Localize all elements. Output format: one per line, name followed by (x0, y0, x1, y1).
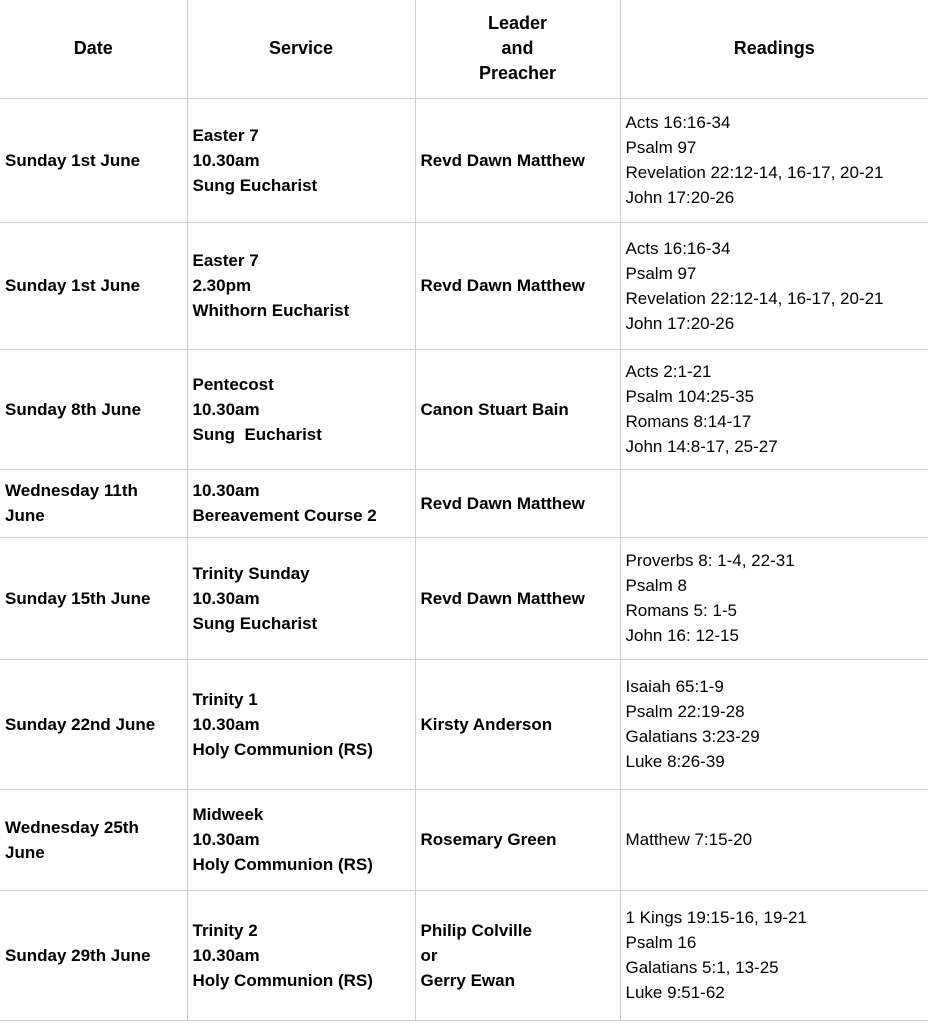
header-leader-line: Preacher (478, 63, 557, 84)
leader-cell (415, 349, 620, 469)
header-readings: Readings (620, 0, 928, 98)
table-row (0, 537, 928, 659)
readings-cell (620, 98, 928, 222)
reading-line: Isaiah 65:1-9 (625, 677, 724, 696)
leader-cell (415, 98, 620, 222)
leader-cell (415, 469, 620, 537)
service-line: Sung Eucharist (192, 424, 322, 444)
reading-line: Galatians 5:1, 13-25 (625, 958, 779, 977)
reading-line: Romans 8:14-17 (625, 412, 752, 431)
reading-line: Revelation 22:12-14, 16-17, 20-21 (625, 288, 884, 308)
reading-line: Psalm 8 (625, 576, 687, 595)
leader-line: Kirsty Anderson (420, 714, 553, 734)
leader-cell (415, 890, 620, 1020)
date-cell: Sunday 8th June (0, 349, 187, 469)
leader-cell (415, 537, 620, 659)
leader-cell (415, 659, 620, 789)
service-line: Sung Eucharist (192, 175, 318, 195)
service-line: Easter 7 (192, 125, 259, 145)
service-cell (187, 222, 415, 349)
date-cell: Sunday 22nd June (0, 659, 187, 789)
date-cell: Sunday 29th June (0, 890, 187, 1020)
service-line: Bereavement Course 2 (192, 506, 377, 525)
date-cell (0, 469, 187, 537)
date-cell (0, 789, 187, 890)
leader-line: Revd Dawn Matthew (420, 588, 585, 608)
reading-line: 1 Kings 19:15-16, 19-21 (625, 908, 807, 927)
service-line: 10.30am (192, 714, 260, 734)
header-date: Date (0, 0, 187, 98)
reading-line: Galatians 3:23-29 (625, 727, 760, 746)
reading-line: John 14:8-17, 25-27 (625, 437, 778, 456)
header-leader-line: and (501, 38, 534, 59)
service-cell (187, 469, 415, 537)
service-cell (187, 890, 415, 1020)
leader-line: Revd Dawn Matthew (420, 276, 585, 295)
table-row (0, 469, 928, 537)
table-row (0, 349, 928, 469)
reading-line: Psalm 97 (625, 263, 697, 283)
service-cell (187, 537, 415, 659)
service-cell (187, 659, 415, 789)
reading-line: Psalm 16 (625, 933, 697, 952)
table-row (0, 789, 928, 890)
service-line: 10.30am (192, 945, 260, 965)
date-cell: Sunday 1st June (0, 98, 187, 222)
reading-line: Acts 2:1-21 (625, 362, 712, 381)
service-line: 10.30am (192, 481, 260, 500)
service-line: Holy Communion (RS) (192, 855, 373, 874)
leader-cell (415, 789, 620, 890)
reading-line: Luke 9:51-62 (625, 983, 725, 1002)
service-line: Holy Communion (RS) (192, 739, 373, 759)
service-line: 2.30pm (192, 276, 252, 295)
readings-cell (620, 469, 928, 537)
service-line: Trinity 1 (192, 689, 258, 709)
service-line: Holy Communion (RS) (192, 970, 373, 990)
reading-line: Romans 5: 1-5 (625, 601, 737, 620)
date-cell: Sunday 15th June (0, 537, 187, 659)
date-cell: Sunday 1st June (0, 222, 187, 349)
leader-line: or (420, 945, 438, 965)
reading-line: Psalm 22:19-28 (625, 702, 745, 721)
readings-cell (620, 222, 928, 349)
service-cell (187, 349, 415, 469)
service-line: Easter 7 (192, 251, 259, 270)
service-line: Whithorn Eucharist (192, 301, 350, 320)
reading-line: Psalm 97 (625, 138, 697, 157)
readings-cell (620, 890, 928, 1020)
service-line: Sung Eucharist (192, 613, 318, 633)
service-line: Trinity Sunday (192, 563, 310, 583)
leader-line: Revd Dawn Matthew (420, 493, 585, 513)
readings-cell (620, 349, 928, 469)
header-service: Service (187, 0, 415, 98)
leader-line: Gerry Ewan (420, 970, 515, 990)
reading-line: Acts 16:16-34 (625, 113, 731, 132)
leader-line: Revd Dawn Matthew (420, 150, 585, 170)
service-line: 10.30am (192, 588, 260, 608)
leader-line: Philip Colville (420, 920, 532, 940)
reading-line: Matthew 7:15-20 (625, 830, 753, 849)
readings-cell (620, 659, 928, 789)
reading-line: Revelation 22:12-14, 16-17, 20-21 (625, 163, 884, 182)
service-cell (187, 789, 415, 890)
date-text: Wednesday 11th June (5, 481, 138, 525)
table-row (0, 98, 928, 222)
header-leader (415, 0, 620, 98)
reading-line: Acts 16:16-34 (625, 238, 731, 258)
service-line: 10.30am (192, 399, 260, 419)
service-line: Trinity 2 (192, 920, 258, 940)
table-row (0, 222, 928, 349)
leader-line: Canon Stuart Bain (420, 399, 569, 419)
reading-line: Proverbs 8: 1-4, 22-31 (625, 551, 795, 570)
readings-cell (620, 537, 928, 659)
table-row (0, 659, 928, 789)
leader-line: Rosemary Green (420, 830, 557, 849)
service-line: Pentecost (192, 374, 274, 394)
reading-line: John 17:20-26 (625, 313, 735, 333)
service-line: Midweek (192, 805, 264, 824)
service-line: 10.30am (192, 830, 260, 849)
header-row (0, 0, 928, 98)
readings-cell (620, 789, 928, 890)
table-row (0, 890, 928, 1020)
leader-cell (415, 222, 620, 349)
header-leader-line: Leader (487, 13, 548, 34)
reading-line: Luke 8:26-39 (625, 752, 725, 771)
reading-line: John 16: 12-15 (625, 626, 739, 645)
service-line: 10.30am (192, 150, 260, 170)
reading-line: Psalm 104:25-35 (625, 387, 755, 406)
service-cell (187, 98, 415, 222)
date-text: Wednesday 25th June (5, 817, 139, 862)
reading-line: John 17:20-26 (625, 188, 735, 207)
